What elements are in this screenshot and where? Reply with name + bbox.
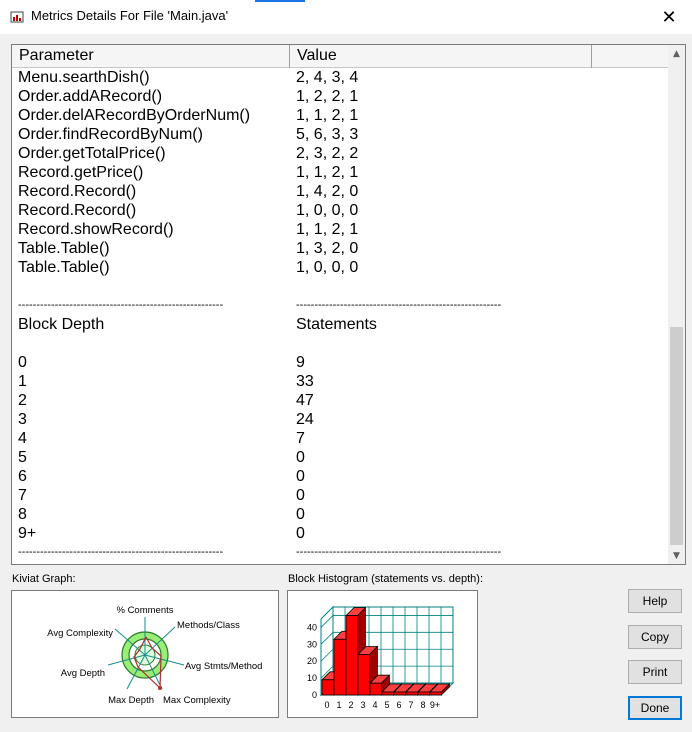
histogram-x-tick: 0 (324, 700, 330, 710)
list-item[interactable] (12, 144, 669, 163)
parameter-cell: Table.Table() (18, 259, 110, 276)
histogram-chart (288, 591, 477, 717)
copy-button[interactable]: Copy (628, 625, 682, 649)
histogram-x-tick: 1 (336, 700, 342, 710)
histogram-bar (358, 654, 369, 695)
parameter-cell: -------------------------------------------------------- (18, 299, 224, 311)
value-cell: -------------------------------------------------------- (296, 546, 502, 558)
parameter-cell: Record.showRecord() (18, 221, 174, 238)
block-histogram (287, 590, 478, 718)
value-cell: 1, 4, 2, 0 (296, 183, 359, 200)
histogram-x-tick: 9+ (429, 700, 441, 710)
histogram-y-tick: 40 (306, 622, 317, 633)
vertical-scrollbar[interactable] (668, 45, 685, 564)
list-header (12, 45, 669, 68)
histogram-bar (406, 692, 417, 695)
value-cell: -------------------------------------------------------- (296, 299, 502, 311)
parameter-cell: 4 (18, 430, 27, 447)
list-item[interactable] (12, 505, 669, 524)
value-cell: 1, 3, 2, 0 (296, 240, 359, 257)
histogram-x-tick: 3 (360, 700, 366, 710)
value-cell: 0 (296, 506, 305, 523)
column-header-parameter[interactable]: Parameter (12, 45, 290, 68)
app-icon (10, 10, 24, 24)
help-button[interactable]: Help (628, 589, 682, 613)
value-cell: 1, 2, 2, 1 (296, 88, 359, 105)
value-cell: Statements (296, 316, 377, 333)
value-cell: 33 (296, 373, 314, 390)
value-cell: 47 (296, 392, 314, 409)
column-header-empty[interactable] (592, 45, 669, 68)
kiviat-axis-label: Max Complexity (163, 695, 231, 706)
kiviat-axis-label: Avg Depth (60, 668, 105, 679)
list-item[interactable] (12, 201, 669, 220)
list-item[interactable] (12, 467, 669, 486)
list-item[interactable] (12, 87, 669, 106)
histogram-bar (334, 639, 345, 695)
kiviat-graph (11, 590, 279, 718)
list-item[interactable] (12, 220, 669, 239)
kiviat-axis-label: % Comments (116, 605, 174, 616)
title-accent-bar (255, 0, 305, 2)
value-cell: 7 (296, 430, 305, 447)
histogram-bar (382, 692, 393, 695)
title-bar (0, 0, 692, 34)
parameter-cell: 7 (18, 487, 27, 504)
list-item[interactable] (12, 239, 669, 258)
list-item[interactable] (12, 182, 669, 201)
parameter-cell: Record.Record() (18, 183, 137, 200)
parameter-cell: 3 (18, 411, 27, 428)
list-item[interactable] (12, 68, 669, 87)
list-rows (12, 68, 669, 562)
parameter-cell: 0 (18, 354, 27, 371)
histogram-x-tick: 5 (384, 700, 390, 710)
kiviat-axis-label: Avg Stmts/Method (185, 661, 263, 672)
value-cell: 5, 6, 3, 3 (296, 126, 359, 143)
print-button[interactable]: Print (628, 660, 682, 684)
window-title: Metrics Details For File 'Main.java' (31, 8, 229, 23)
list-item[interactable] (12, 106, 669, 125)
kiviat-axis-label: Methods/Class (177, 620, 240, 631)
list-item[interactable] (12, 258, 669, 277)
kiviat-axis-label: Avg Complexity (47, 628, 113, 639)
histogram-y-tick: 10 (306, 673, 317, 684)
histogram-x-tick: 8 (420, 700, 426, 710)
value-cell: 9 (296, 354, 305, 371)
parameter-cell: Table.Table() (18, 240, 110, 257)
parameter-cell: Order.findRecordByNum() (18, 126, 203, 143)
scroll-down-icon[interactable]: ▼ (673, 550, 680, 561)
parameter-cell: Block Depth (18, 316, 105, 333)
list-item[interactable] (12, 372, 669, 391)
histogram-bar (430, 692, 441, 695)
value-cell: 2, 3, 2, 2 (296, 145, 359, 162)
parameter-cell: Record.Record() (18, 202, 137, 219)
list-item[interactable] (12, 429, 669, 448)
parameter-cell: 8 (18, 506, 27, 523)
parameter-cell: 2 (18, 392, 27, 409)
list-item[interactable] (12, 334, 669, 353)
parameter-cell: Order.addARecord() (18, 88, 163, 105)
done-button[interactable]: Done (628, 696, 682, 720)
histogram-y-tick: 30 (306, 639, 317, 650)
list-item[interactable] (12, 277, 669, 296)
histogram-bar (394, 692, 405, 695)
parameter-cell: Order.getTotalPrice() (18, 145, 166, 162)
column-header-value[interactable]: Value (290, 45, 592, 68)
list-item[interactable] (12, 163, 669, 182)
list-item[interactable] (12, 486, 669, 505)
kiviat-label: Kiviat Graph: (12, 573, 76, 585)
histogram-bar (346, 616, 357, 695)
close-button[interactable] (646, 0, 692, 34)
list-item[interactable] (12, 315, 669, 334)
value-cell: 0 (296, 525, 305, 542)
parameter-cell: 1 (18, 373, 27, 390)
scroll-thumb[interactable] (670, 327, 683, 545)
kiviat-chart (12, 591, 278, 717)
value-cell: 1, 1, 2, 1 (296, 221, 359, 238)
value-cell: 0 (296, 487, 305, 504)
histogram-bar (418, 692, 429, 695)
list-item[interactable] (12, 410, 669, 429)
scroll-up-icon[interactable]: ▲ (673, 48, 680, 59)
kiviat-axis-label: Max Depth (108, 695, 154, 706)
histogram-bar (322, 680, 333, 695)
metrics-list[interactable] (11, 44, 686, 565)
value-cell: 0 (296, 468, 305, 485)
list-item[interactable] (12, 353, 669, 372)
parameter-cell: -------------------------------------------------------- (18, 546, 224, 558)
histogram-bar (370, 683, 381, 695)
list-item[interactable] (12, 448, 669, 467)
list-item[interactable] (12, 391, 669, 410)
list-item[interactable] (12, 524, 669, 543)
value-cell: 1, 0, 0, 0 (296, 202, 359, 219)
parameter-cell: 9+ (18, 525, 37, 542)
value-cell: 1, 0, 0, 0 (296, 259, 359, 276)
histogram-x-tick: 2 (348, 700, 354, 710)
parameter-cell: Order.delARecordByOrderNum() (18, 107, 251, 124)
value-cell: 1, 1, 2, 1 (296, 164, 359, 181)
histogram-y-tick: 0 (311, 690, 317, 700)
value-cell: 0 (296, 449, 305, 466)
value-cell: 24 (296, 411, 314, 428)
list-item[interactable] (12, 296, 669, 315)
value-cell: 1, 1, 2, 1 (296, 107, 359, 124)
value-cell: 2, 4, 3, 4 (296, 69, 359, 86)
parameter-cell: 5 (18, 449, 27, 466)
histogram-y-tick: 20 (306, 656, 317, 667)
parameter-cell: 6 (18, 468, 27, 485)
close-icon: ✕ (661, 6, 677, 28)
parameter-cell: Record.getPrice() (18, 164, 144, 181)
list-item[interactable] (12, 543, 669, 562)
parameter-cell: Menu.searthDish() (18, 69, 150, 86)
histogram-label: Block Histogram (statements vs. depth): (288, 573, 484, 585)
histogram-x-tick: 4 (372, 700, 378, 710)
histogram-x-tick: 6 (396, 700, 402, 710)
histogram-x-tick: 7 (408, 700, 414, 710)
list-item[interactable] (12, 125, 669, 144)
